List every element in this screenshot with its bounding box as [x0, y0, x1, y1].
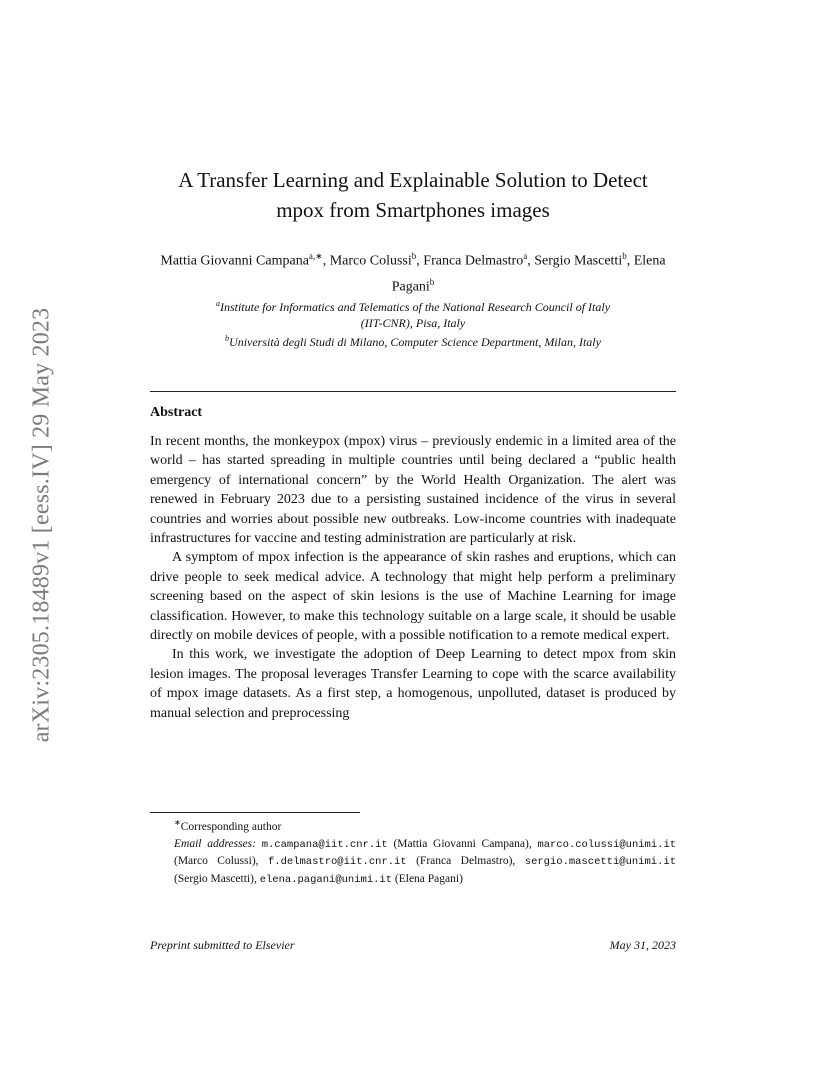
abstract-paragraph: In recent months, the monkeypox (mpox) virus – previously endemic in a limited area of the world – has started spreading in multiple countries until being declared a “public health emergency of international concern” by the World Health Organization. The alert was renewed in February 2023 due to a persisting sustained incidence of the virus in several countries and worries about possible new outbreaks. Low-income countries with inadequate infrastructures for vaccine and testing administration are particularly at risk. [150, 434, 676, 547]
email-person: (Sergio Mascetti), [174, 873, 257, 886]
preprint-note: Preprint submitted to Elsevier [150, 938, 295, 952]
author-affil-mark: b [411, 251, 417, 261]
email-link[interactable]: f.delmastro@iit.cnr.it [268, 856, 407, 869]
author-name: Mattia Giovanni Campana [160, 253, 309, 269]
corresponding-author-text: Corresponding author [180, 820, 282, 833]
header-divider [150, 391, 676, 392]
corresponding-author-note [150, 815, 676, 836]
footnote-mark: ∗ [174, 818, 181, 827]
affiliation-a [150, 296, 676, 315]
abstract-heading: Abstract [150, 405, 203, 420]
title-line-2: mpox from Smartphones images [276, 198, 550, 222]
email-person: (Marco Colussi), [174, 855, 259, 868]
email-link[interactable]: elena.pagani@unimi.it [259, 874, 393, 887]
author-name: Franca Delmastro [423, 253, 524, 269]
abstract-body [150, 432, 676, 723]
abstract-paragraph: A symptom of mpox infection is the appearance of skin rashes and eruptions, which can drive people to seek medical advice. A technology that might help perform a preliminary screening based on the aspect of skin lesions is the use of Machine Learning for image classification. However, to make this technology suitable on a large scale, it should be usable directly on mobile devices of people, with a possible notification to a remote medical expert. [150, 550, 676, 644]
author-affil-mark: b [429, 276, 435, 287]
affiliation-text: Institute for Informatics and Telematics of the National Research Council of Italy [219, 300, 611, 314]
email-person: (Elena Pagani) [394, 873, 463, 886]
affiliation-a-cont: (IIT-CNR), Pisa, Italy [360, 316, 466, 330]
submission-date: May 31, 2023 [609, 938, 676, 952]
author-name: Elena Pagani [391, 253, 666, 295]
affiliation-b [150, 331, 676, 350]
affiliation-mark: a [215, 299, 220, 308]
affiliations [150, 296, 676, 350]
footnotes [150, 815, 676, 889]
author-affil-mark: a [523, 251, 528, 261]
author-name: Marco Colussi [329, 253, 412, 269]
email-label: Email addresses: [174, 837, 256, 850]
email-person: (Franca Delmastro), [416, 855, 516, 868]
email-link[interactable]: marco.colussi@unimi.it [537, 838, 677, 851]
email-person: (Mattia Giovanni Campana), [393, 837, 532, 850]
footnote-divider [150, 812, 360, 813]
title-line-1: A Transfer Learning and Explainable Solution to Detect [178, 168, 648, 192]
abstract-paragraph: In this work, we investigate the adoption of Deep Learning to detect mpox from skin lesion images. The proposal leverages Transfer Learning to cope with the scarce availability of mpox image datasets. As a first step, a homogenous, unpolluted, dataset is produced by manual selection and preprocessing [150, 647, 676, 721]
email-link[interactable]: sergio.mascetti@unimi.it [524, 856, 676, 869]
affiliation-mark: b [225, 334, 230, 343]
author-list: Mattia Giovanni Campana$^{a,∗}$, Marco Colussi$^b$, Franca Delmastro$^a$, Sergio Mascetti$^b$, Elena Pagani$^b$ [160, 251, 666, 295]
email-link[interactable]: m.campana@iit.cnr.it [261, 838, 388, 851]
author-affil-mark: b [622, 251, 627, 261]
arxiv-stamp[interactable]: arXiv:2305.18489v1 [eess.IV] 29 May 2023 [28, 307, 55, 743]
affiliation-text: Università degli Studi di Milano, Computer Science Department, Milan, Italy [229, 335, 601, 349]
email-addresses [150, 836, 676, 889]
author-name: Sergio Mascetti [534, 253, 623, 269]
author-affil-mark: a,∗ [308, 251, 323, 261]
paper-title [150, 165, 676, 225]
